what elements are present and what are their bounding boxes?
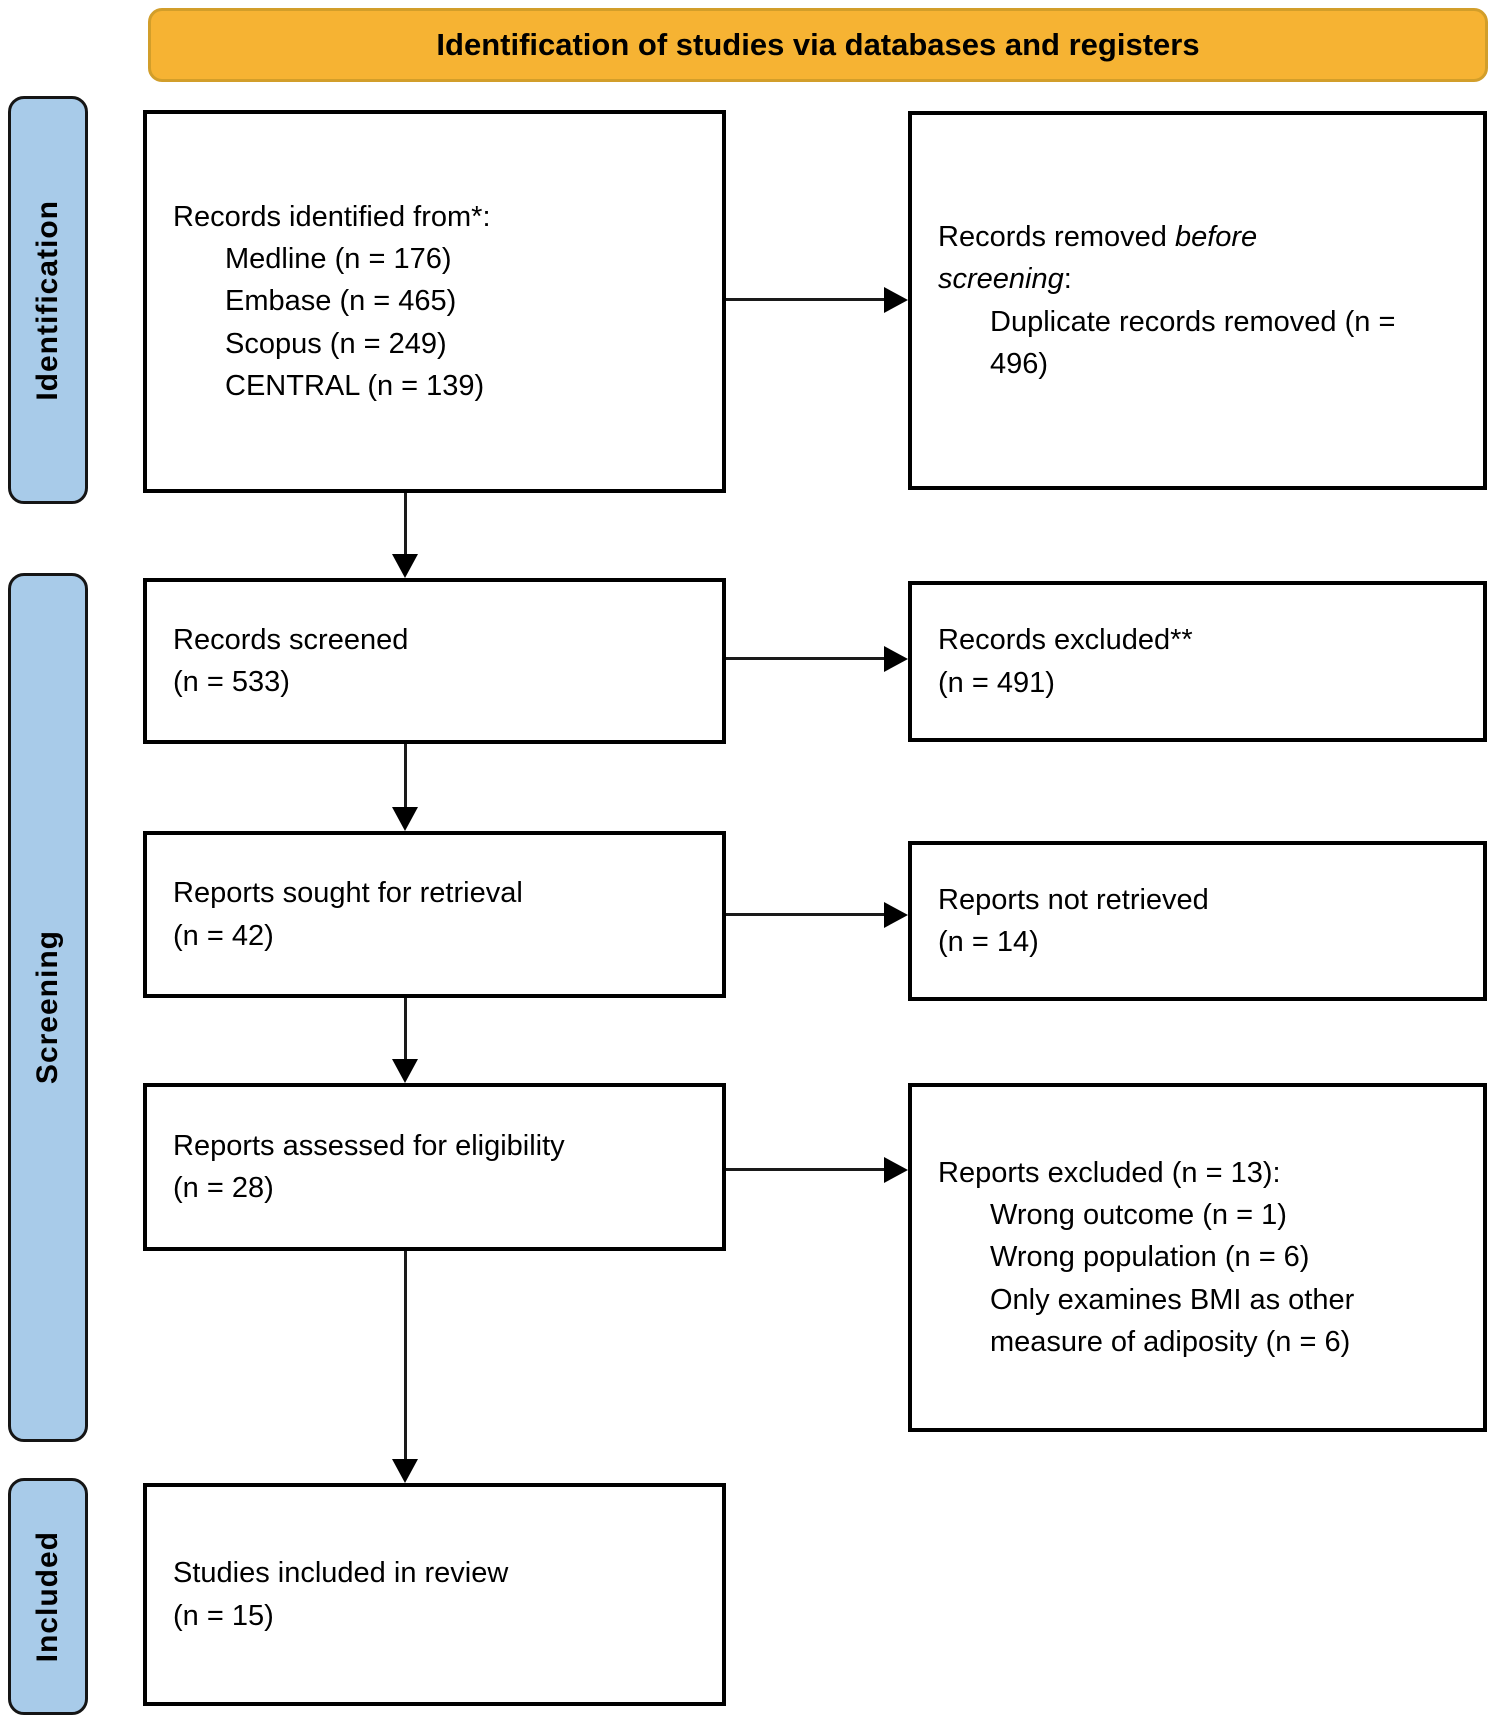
arrow-head-icon bbox=[884, 1157, 908, 1183]
box-title-line bbox=[938, 216, 1257, 258]
box-item: Wrong population (n = 6) bbox=[990, 1241, 1310, 1274]
box-reports-not-retrieved bbox=[908, 841, 1487, 1001]
arrow-head-icon bbox=[392, 807, 418, 831]
box-records-excluded bbox=[908, 581, 1487, 742]
box-line: Reports sought for retrieval bbox=[173, 877, 523, 910]
box-line: (n = 15) bbox=[173, 1599, 274, 1632]
box-item: Duplicate records removed (n = 496) bbox=[990, 305, 1396, 380]
box-item: Scopus (n = 249) bbox=[225, 327, 447, 360]
arrow-line bbox=[726, 657, 884, 660]
box-line: (n = 533) bbox=[173, 666, 290, 698]
box-title-text: Records removed bbox=[938, 221, 1175, 254]
box-item: Medline (n = 176) bbox=[225, 243, 452, 276]
box-records-removed bbox=[908, 111, 1487, 490]
phase-label-screening bbox=[8, 573, 88, 1442]
box-reports-excluded-reasons bbox=[908, 1083, 1487, 1432]
box-line: Records screened bbox=[173, 623, 409, 656]
banner-title: Identification of studies via databases and registers bbox=[436, 27, 1200, 62]
arrow-head-icon bbox=[884, 646, 908, 672]
box-records-identified bbox=[143, 110, 726, 493]
box-line: (n = 491) bbox=[938, 666, 1055, 699]
box-records-screened bbox=[143, 578, 726, 744]
box-line: Reports not retrieved bbox=[938, 883, 1209, 916]
arrow-line bbox=[404, 744, 407, 807]
box-line: (n = 28) bbox=[173, 1172, 274, 1204]
box-item: CENTRAL (n = 139) bbox=[225, 369, 485, 402]
box-line: (n = 14) bbox=[938, 926, 1039, 958]
box-title: Reports excluded (n = 13): bbox=[938, 1157, 1281, 1190]
box-title-italic: screening bbox=[938, 263, 1064, 296]
box-title-line bbox=[938, 258, 1072, 300]
box-reports-assessed bbox=[143, 1083, 726, 1251]
arrow-head-icon bbox=[392, 554, 418, 578]
phase-label-included bbox=[8, 1478, 88, 1715]
arrow-line bbox=[404, 998, 407, 1059]
box-line: Reports assessed for eligibility bbox=[173, 1129, 565, 1162]
phase-label-text: Included bbox=[31, 1530, 64, 1663]
phase-label-identification bbox=[8, 96, 88, 504]
arrow-line bbox=[726, 298, 884, 301]
box-item: Only examines BMI as other measure of adiposity (n = 6) bbox=[990, 1283, 1355, 1358]
arrow-line bbox=[404, 493, 407, 554]
arrow-line bbox=[726, 1168, 884, 1171]
box-title: Records identified from*: bbox=[173, 201, 491, 234]
arrow-line bbox=[404, 1251, 407, 1459]
box-title-italic: before bbox=[1174, 221, 1258, 254]
box-item-list bbox=[225, 238, 484, 406]
box-item: Wrong outcome (n = 1) bbox=[990, 1199, 1287, 1232]
box-title-text: : bbox=[1063, 263, 1072, 296]
box-line: (n = 42) bbox=[173, 919, 274, 952]
box-line: Studies included in review bbox=[173, 1557, 509, 1590]
arrow-head-icon bbox=[392, 1059, 418, 1083]
arrow-head-icon bbox=[884, 902, 908, 928]
phase-label-text: Screening bbox=[31, 930, 64, 1085]
arrow-head-icon bbox=[884, 287, 908, 313]
box-line: Records excluded** bbox=[938, 624, 1193, 657]
box-reports-sought bbox=[143, 831, 726, 998]
phase-label-text: Identification bbox=[31, 199, 64, 401]
box-studies-included bbox=[143, 1483, 726, 1706]
box-item: Embase (n = 465) bbox=[225, 285, 457, 318]
banner bbox=[148, 8, 1488, 82]
arrow-line bbox=[726, 913, 884, 916]
box-item-list bbox=[990, 1194, 1467, 1362]
arrow-head-icon bbox=[392, 1459, 418, 1483]
